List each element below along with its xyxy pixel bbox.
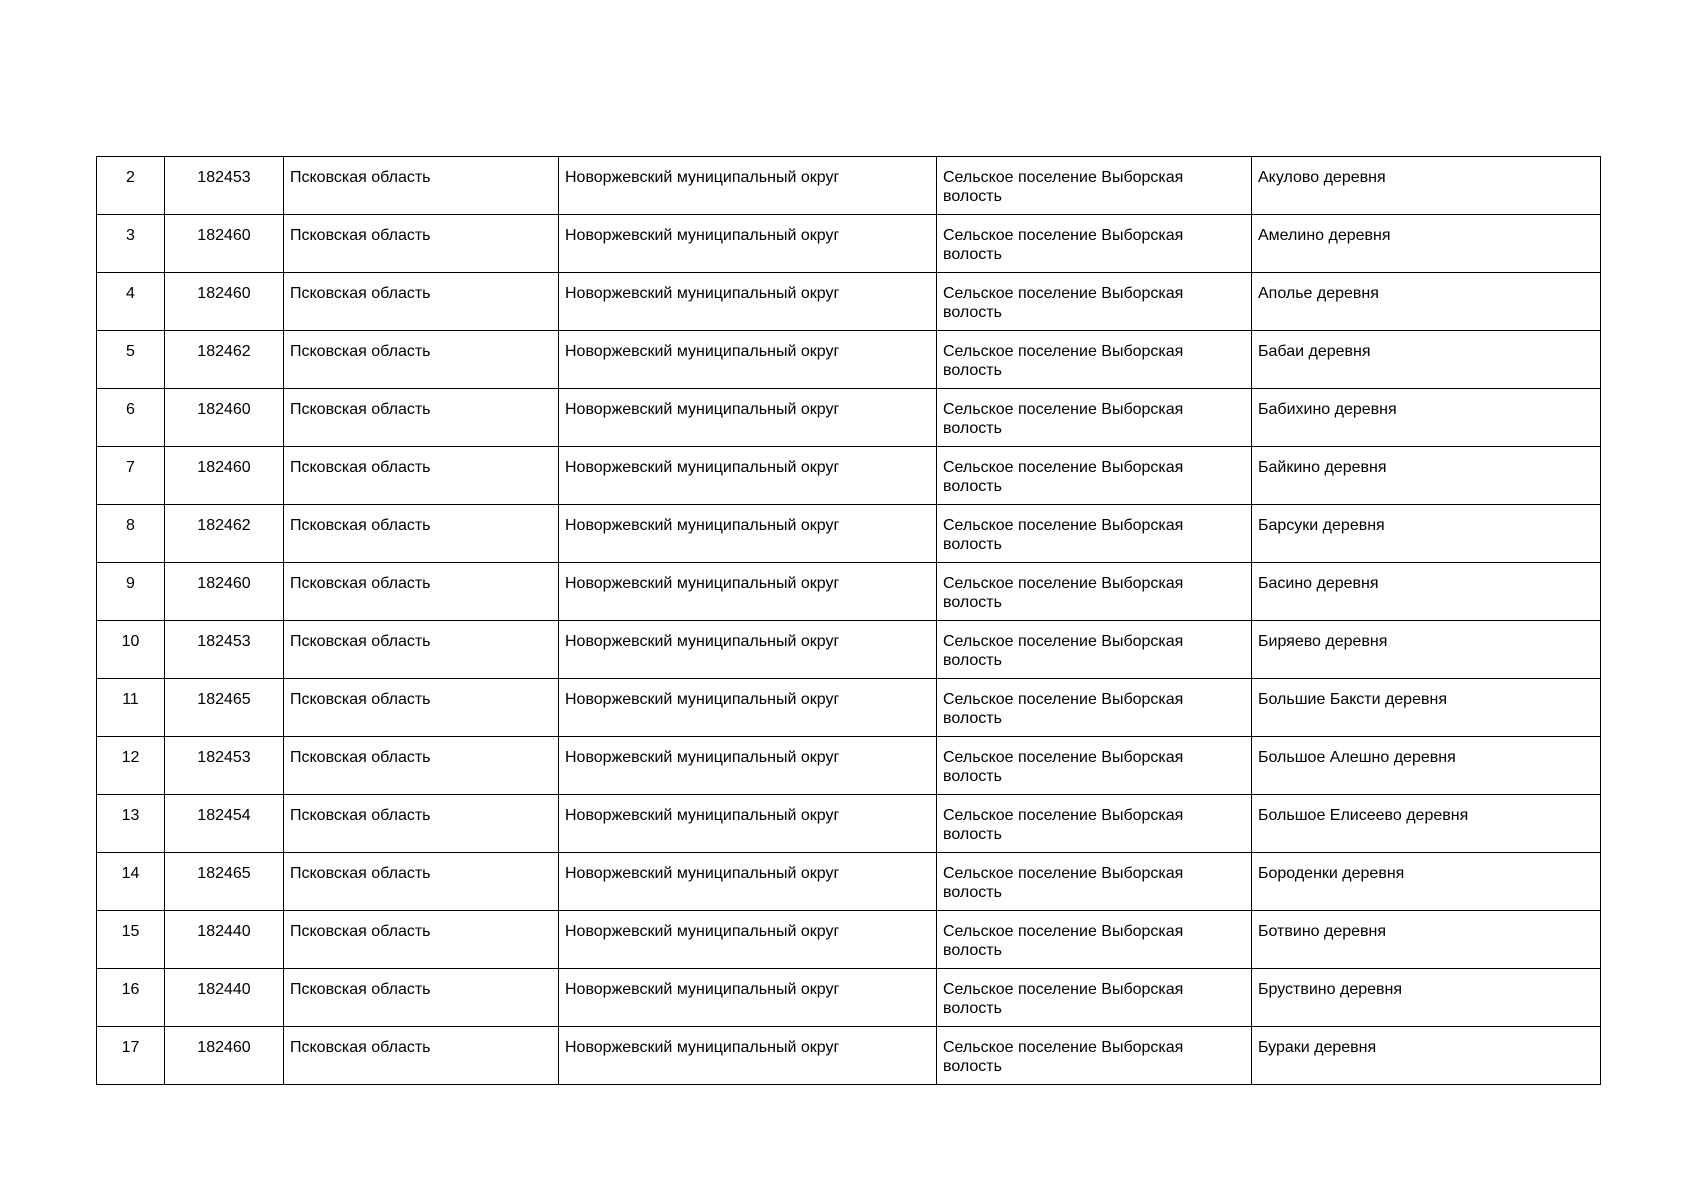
settlement-cell: Сельское поселение Выборская волость xyxy=(937,563,1252,621)
locality-cell: Бруствино деревня xyxy=(1252,969,1601,1027)
region-cell: Псковская область xyxy=(284,853,559,911)
postal-index-cell: 182460 xyxy=(165,273,284,331)
locality-cell: Басино деревня xyxy=(1252,563,1601,621)
region-cell: Псковская область xyxy=(284,911,559,969)
row-number-cell: 6 xyxy=(97,389,165,447)
row-number-cell: 12 xyxy=(97,737,165,795)
row-number-cell: 4 xyxy=(97,273,165,331)
locality-cell: Ботвино деревня xyxy=(1252,911,1601,969)
postal-index-cell: 182453 xyxy=(165,157,284,215)
settlement-cell: Сельское поселение Выборская волость xyxy=(937,795,1252,853)
region-cell: Псковская область xyxy=(284,795,559,853)
row-number-cell: 13 xyxy=(97,795,165,853)
settlement-cell: Сельское поселение Выборская волость xyxy=(937,157,1252,215)
district-cell: Новоржевский муниципальный округ xyxy=(559,215,937,273)
row-number-cell: 5 xyxy=(97,331,165,389)
region-cell: Псковская область xyxy=(284,679,559,737)
table-row xyxy=(97,563,1601,621)
postal-index-cell: 182460 xyxy=(165,389,284,447)
region-cell: Псковская область xyxy=(284,447,559,505)
postal-index-cell: 182460 xyxy=(165,215,284,273)
district-cell: Новоржевский муниципальный округ xyxy=(559,795,937,853)
table-row xyxy=(97,505,1601,563)
row-number-cell: 2 xyxy=(97,157,165,215)
row-number-cell: 17 xyxy=(97,1027,165,1085)
region-cell: Псковская область xyxy=(284,157,559,215)
district-cell: Новоржевский муниципальный округ xyxy=(559,389,937,447)
postal-index-cell: 182440 xyxy=(165,969,284,1027)
table-row xyxy=(97,447,1601,505)
table-row xyxy=(97,679,1601,737)
region-cell: Псковская область xyxy=(284,331,559,389)
postal-index-cell: 182440 xyxy=(165,911,284,969)
row-number-cell: 11 xyxy=(97,679,165,737)
row-number-cell: 16 xyxy=(97,969,165,1027)
locality-cell: Бабаи деревня xyxy=(1252,331,1601,389)
settlement-cell: Сельское поселение Выборская волость xyxy=(937,215,1252,273)
table-body xyxy=(97,157,1601,1085)
locality-cell: Амелино деревня xyxy=(1252,215,1601,273)
locality-cell: Большое Алешно деревня xyxy=(1252,737,1601,795)
row-number-cell: 8 xyxy=(97,505,165,563)
locality-cell: Барсуки деревня xyxy=(1252,505,1601,563)
region-cell: Псковская область xyxy=(284,563,559,621)
region-cell: Псковская область xyxy=(284,969,559,1027)
settlement-cell: Сельское поселение Выборская волость xyxy=(937,969,1252,1027)
postal-index-cell: 182453 xyxy=(165,621,284,679)
settlement-cell: Сельское поселение Выборская волость xyxy=(937,447,1252,505)
locality-cell: Биряево деревня xyxy=(1252,621,1601,679)
district-cell: Новоржевский муниципальный округ xyxy=(559,505,937,563)
table-row xyxy=(97,911,1601,969)
postal-index-cell: 182462 xyxy=(165,505,284,563)
postal-index-cell: 182462 xyxy=(165,331,284,389)
district-cell: Новоржевский муниципальный округ xyxy=(559,273,937,331)
table-row xyxy=(97,737,1601,795)
region-cell: Псковская область xyxy=(284,215,559,273)
settlement-cell: Сельское поселение Выборская волость xyxy=(937,911,1252,969)
locality-cell: Большое Елисеево деревня xyxy=(1252,795,1601,853)
postal-index-cell: 182465 xyxy=(165,679,284,737)
settlement-cell: Сельское поселение Выборская волость xyxy=(937,621,1252,679)
table-row xyxy=(97,215,1601,273)
row-number-cell: 9 xyxy=(97,563,165,621)
postal-index-cell: 182460 xyxy=(165,447,284,505)
district-cell: Новоржевский муниципальный округ xyxy=(559,737,937,795)
table-row xyxy=(97,1027,1601,1085)
settlement-cell: Сельское поселение Выборская волость xyxy=(937,1027,1252,1085)
district-cell: Новоржевский муниципальный округ xyxy=(559,1027,937,1085)
district-cell: Новоржевский муниципальный округ xyxy=(559,331,937,389)
settlement-cell: Сельское поселение Выборская волость xyxy=(937,679,1252,737)
table-row xyxy=(97,621,1601,679)
settlement-cell: Сельское поселение Выборская волость xyxy=(937,331,1252,389)
district-cell: Новоржевский муниципальный округ xyxy=(559,447,937,505)
district-cell: Новоржевский муниципальный округ xyxy=(559,911,937,969)
district-cell: Новоржевский муниципальный округ xyxy=(559,853,937,911)
postal-index-cell: 182465 xyxy=(165,853,284,911)
locality-cell: Аполье деревня xyxy=(1252,273,1601,331)
district-cell: Новоржевский муниципальный округ xyxy=(559,969,937,1027)
district-cell: Новоржевский муниципальный округ xyxy=(559,563,937,621)
settlement-cell: Сельское поселение Выборская волость xyxy=(937,853,1252,911)
locality-cell: Бураки деревня xyxy=(1252,1027,1601,1085)
table-row xyxy=(97,853,1601,911)
district-cell: Новоржевский муниципальный округ xyxy=(559,157,937,215)
region-cell: Псковская область xyxy=(284,505,559,563)
postal-index-cell: 182453 xyxy=(165,737,284,795)
table-row xyxy=(97,157,1601,215)
row-number-cell: 10 xyxy=(97,621,165,679)
locality-cell: Акулово деревня xyxy=(1252,157,1601,215)
table-row xyxy=(97,389,1601,447)
settlement-cell: Сельское поселение Выборская волость xyxy=(937,737,1252,795)
settlement-cell: Сельское поселение Выборская волость xyxy=(937,273,1252,331)
region-cell: Псковская область xyxy=(284,621,559,679)
table-row xyxy=(97,331,1601,389)
district-cell: Новоржевский муниципальный округ xyxy=(559,621,937,679)
locality-cell: Байкино деревня xyxy=(1252,447,1601,505)
settlements-table xyxy=(96,156,1601,1085)
postal-index-cell: 182460 xyxy=(165,1027,284,1085)
postal-index-cell: 182454 xyxy=(165,795,284,853)
table-row xyxy=(97,969,1601,1027)
table-row xyxy=(97,795,1601,853)
locality-cell: Большие Бaкcти деревня xyxy=(1252,679,1601,737)
row-number-cell: 15 xyxy=(97,911,165,969)
region-cell: Псковская область xyxy=(284,273,559,331)
district-cell: Новоржевский муниципальный округ xyxy=(559,679,937,737)
region-cell: Псковская область xyxy=(284,389,559,447)
row-number-cell: 3 xyxy=(97,215,165,273)
locality-cell: Бабихино деревня xyxy=(1252,389,1601,447)
row-number-cell: 7 xyxy=(97,447,165,505)
locality-cell: Бороденки деревня xyxy=(1252,853,1601,911)
row-number-cell: 14 xyxy=(97,853,165,911)
settlement-cell: Сельское поселение Выборская волость xyxy=(937,505,1252,563)
region-cell: Псковская область xyxy=(284,737,559,795)
settlement-cell: Сельское поселение Выборская волость xyxy=(937,389,1252,447)
region-cell: Псковская область xyxy=(284,1027,559,1085)
postal-index-cell: 182460 xyxy=(165,563,284,621)
table-row xyxy=(97,273,1601,331)
